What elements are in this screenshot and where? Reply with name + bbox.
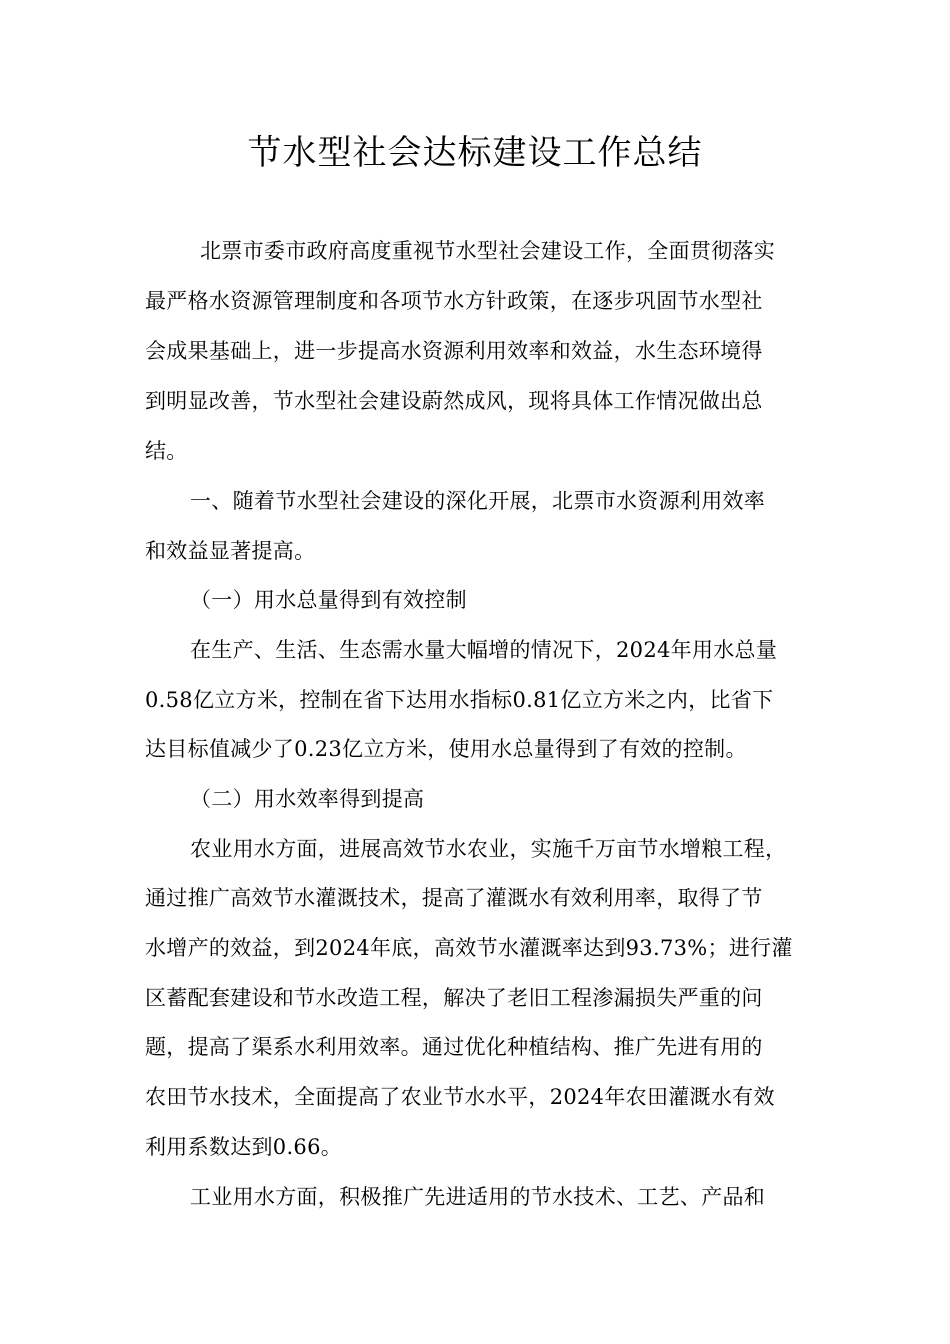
- section-heading-line: 一、随着节水型社会建设的深化开展，北票市水资源利用效率: [190, 489, 766, 513]
- subsection-heading: （一）用水总量得到有效控制: [190, 588, 467, 612]
- paragraph-line: 水增产的效益，到2024年底，高效节水灌溉率达到93.73%；进行灌: [145, 936, 793, 960]
- paragraph-line: 结。: [145, 439, 188, 463]
- paragraph-line: 到明显改善，节水型社会建设蔚然成风，现将具体工作情况做出总: [145, 389, 763, 413]
- paragraph-line: 0.58亿立方米，控制在省下达用水指标0.81亿立方米之内，比省下: [145, 688, 774, 712]
- paragraph-line: 北票市委市政府高度重视节水型社会建设工作，全面贯彻落实: [200, 239, 776, 263]
- paragraph-line: 在生产、生活、生态需水量大幅增的情况下，2024年用水总量: [190, 638, 778, 662]
- paragraph-line: 题，提高了渠系水利用效率。通过优化种植结构、推广先进有用的: [145, 1035, 763, 1059]
- paragraph-line: 利用系数达到0.66。: [145, 1135, 343, 1159]
- paragraph-line: 会成果基础上，进一步提高水资源利用效率和效益，水生态环境得: [145, 339, 763, 363]
- paragraph-line: 农田节水技术，全面提高了农业节水水平，2024年农田灌溉水有效: [145, 1085, 775, 1109]
- paragraph-line: 达目标值减少了0.23亿立方米，使用水总量得到了有效的控制。: [145, 737, 747, 761]
- paragraph-line: 通过推广高效节水灌溉技术，提高了灌溉水有效利用率，取得了节: [145, 886, 763, 910]
- section-heading-line: 和效益显著提高。: [145, 539, 316, 563]
- paragraph-line: 最严格水资源管理制度和各项节水方针政策，在逐步巩固节水型社: [145, 289, 763, 313]
- paragraph-line: 区蓄配套建设和节水改造工程，解决了老旧工程渗漏损失严重的问: [145, 986, 763, 1010]
- subsection-heading: （二）用水效率得到提高: [190, 787, 425, 811]
- paragraph-line: 工业用水方面，积极推广先进适用的节水技术、工艺、产品和: [190, 1185, 766, 1209]
- paragraph-line: 农业用水方面，进展高效节水农业，实施千万亩节水增粮工程，: [190, 837, 787, 861]
- document-title: 节水型社会达标建设工作总结: [247, 133, 703, 173]
